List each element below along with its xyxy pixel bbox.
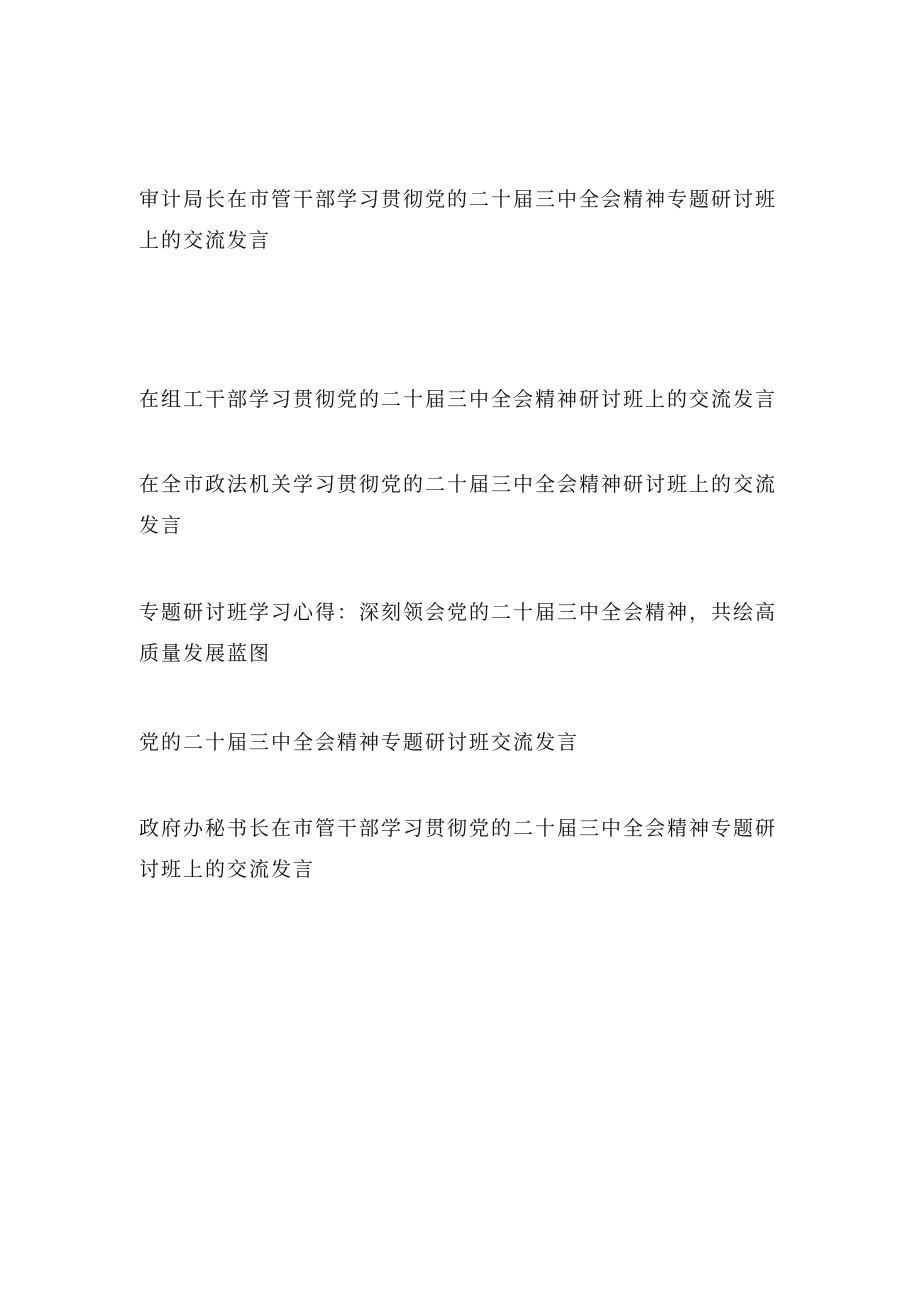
document-entry-2: 在组工干部学习贯彻党的二十届三中全会精神研讨班上的交流发言: [139, 387, 777, 411]
document-entry-3: 在全市政法机关学习贯彻党的二十届三中全会精神研讨班上的交流发言: [139, 472, 777, 537]
document-entry-4: 专题研讨班学习心得：深刻领会党的二十届三中全会精神，共绘高质量发展蓝图: [139, 600, 777, 665]
document-entry-5: 党的二十届三中全会精神专题研讨班交流发言: [139, 730, 579, 754]
document-entry-1: 审计局长在市管干部学习贯彻党的二十届三中全会精神专题研讨班上的交流发言: [139, 187, 777, 252]
document-entry-6: 政府办秘书长在市管干部学习贯彻党的二十届三中全会精神专题研讨班上的交流发言: [139, 816, 777, 881]
